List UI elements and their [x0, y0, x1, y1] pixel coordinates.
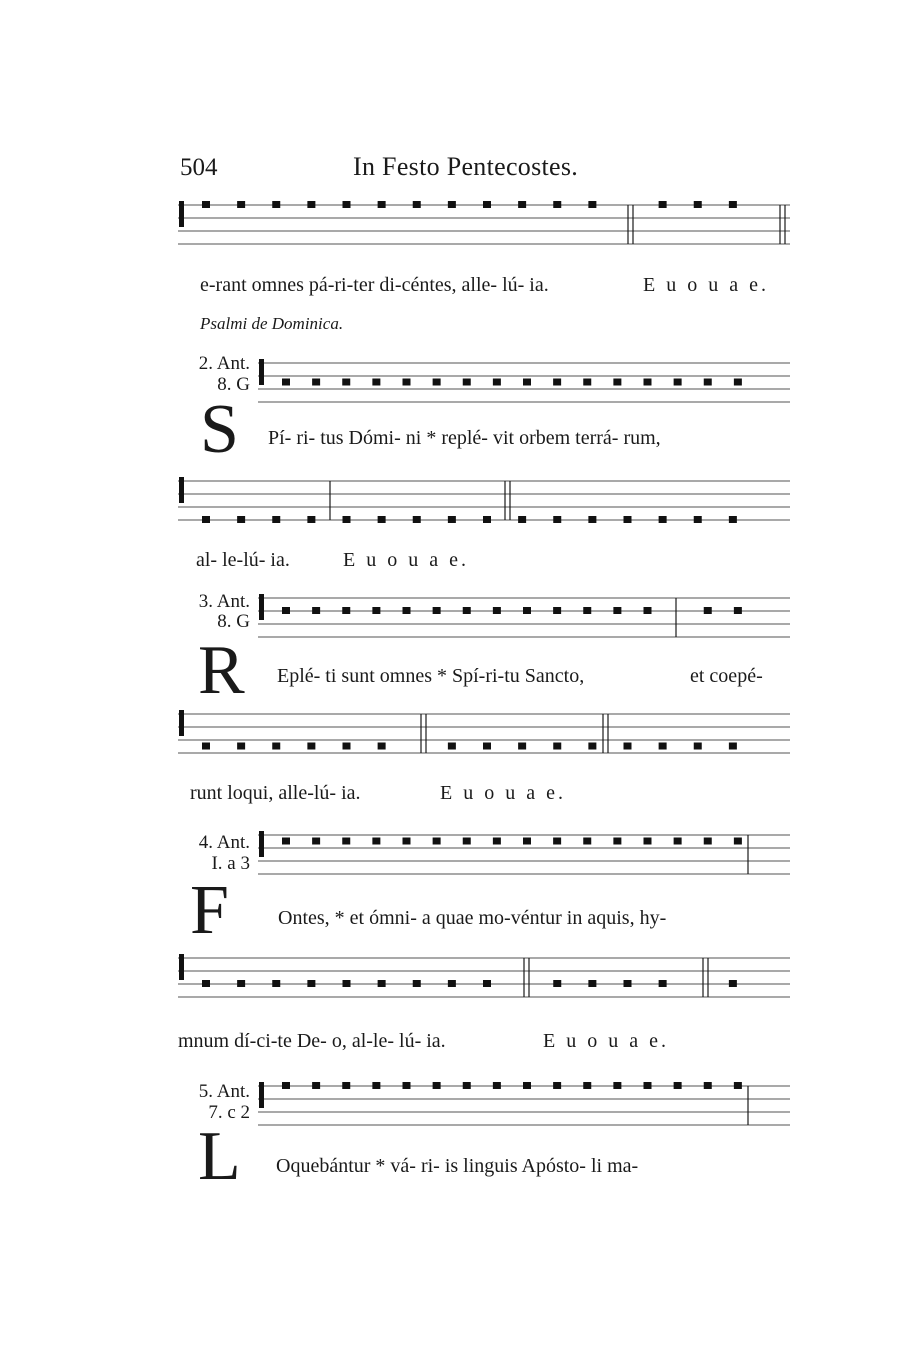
neume: [282, 379, 290, 386]
neume: [463, 379, 471, 386]
neume: [343, 516, 351, 523]
neume: [553, 743, 561, 750]
neume: [378, 201, 386, 208]
psalm-heading: Psalmi de Dominica.: [200, 314, 344, 333]
antiphon-label: 3. Ant.: [198, 591, 250, 612]
neume: [523, 379, 531, 386]
neume: [553, 980, 561, 987]
initial-letter: R: [198, 632, 245, 709]
lyric-line: Pí- ri- tus Dómi- ni * replé- vit orbem terrá- rum,: [268, 427, 661, 449]
neume: [553, 838, 561, 845]
neume: [588, 201, 596, 208]
neume: [342, 607, 350, 614]
lyric-line: al- le-lú- ia.: [196, 549, 290, 571]
clef: [179, 201, 184, 227]
euouae-line: E u o u a e.: [440, 782, 566, 804]
neume: [523, 607, 531, 614]
lyric-line: Oquebántur * vá- ri- is linguis Apósto- li ma-: [276, 1155, 639, 1177]
neume: [483, 980, 491, 987]
initial-letter: L: [198, 1118, 241, 1195]
neume: [463, 607, 471, 614]
lyric-line: runt loqui, alle-lú- ia.: [190, 782, 361, 804]
neume: [307, 516, 315, 523]
neume: [483, 201, 491, 208]
neume: [237, 201, 245, 208]
neume: [674, 379, 682, 386]
lyric-line: mnum dí-ci-te De- o, al-le- lú- ia.: [178, 1030, 446, 1052]
euouae-line: E u o u a e.: [343, 549, 469, 571]
neume: [343, 743, 351, 750]
neume: [312, 838, 320, 845]
neume: [613, 607, 621, 614]
neume: [272, 201, 280, 208]
neume: [734, 838, 742, 845]
neume: [523, 838, 531, 845]
neume: [378, 980, 386, 987]
neume: [307, 980, 315, 987]
neume: [307, 743, 315, 750]
neume: [403, 379, 411, 386]
neume: [553, 516, 561, 523]
clef: [259, 831, 264, 857]
clef: [179, 954, 184, 980]
neume: [372, 607, 380, 614]
neume: [624, 743, 632, 750]
clef: [179, 477, 184, 503]
neume: [493, 1082, 501, 1089]
neume: [583, 379, 591, 386]
neume: [448, 980, 456, 987]
neume: [202, 743, 210, 750]
neume: [372, 1082, 380, 1089]
euouae-line: E u o u a e.: [543, 1030, 669, 1052]
neume: [448, 743, 456, 750]
neume: [659, 743, 667, 750]
neume: [413, 980, 421, 987]
neume: [588, 980, 596, 987]
neume: [312, 379, 320, 386]
neume: [734, 607, 742, 614]
neume: [624, 516, 632, 523]
neume: [583, 838, 591, 845]
neume: [694, 516, 702, 523]
neume: [448, 201, 456, 208]
neume: [463, 838, 471, 845]
neume: [734, 379, 742, 386]
neume: [433, 379, 441, 386]
neume: [613, 379, 621, 386]
neume: [583, 1082, 591, 1089]
neume: [704, 607, 712, 614]
neume: [372, 838, 380, 845]
neume: [237, 516, 245, 523]
neume: [553, 379, 561, 386]
neume: [588, 516, 596, 523]
neume: [403, 607, 411, 614]
neume: [518, 516, 526, 523]
neume: [413, 516, 421, 523]
page-title: In Festo Pentecostes.: [353, 152, 579, 181]
neume: [704, 1082, 712, 1089]
antiphon-label: 4. Ant.: [198, 832, 250, 853]
neume: [674, 1082, 682, 1089]
neume: [272, 980, 280, 987]
neume: [583, 607, 591, 614]
neume: [613, 838, 621, 845]
neume: [483, 516, 491, 523]
neume: [704, 379, 712, 386]
euouae-line: E u o u a e.: [643, 274, 769, 296]
neume: [729, 980, 737, 987]
antiphon-label: 5. Ant.: [198, 1081, 250, 1102]
antiphon-label: 2. Ant.: [198, 353, 250, 374]
neume: [448, 516, 456, 523]
neume: [413, 201, 421, 208]
neume: [433, 838, 441, 845]
clef: [259, 359, 264, 385]
neume: [674, 838, 682, 845]
neume: [553, 201, 561, 208]
neume: [553, 607, 561, 614]
neume: [729, 743, 737, 750]
lyric-line: Eplé- ti sunt omnes * Spí-ri-tu Sancto,: [277, 665, 585, 687]
neume: [659, 516, 667, 523]
neume: [272, 743, 280, 750]
neume: [734, 1082, 742, 1089]
neume: [624, 980, 632, 987]
neume: [237, 980, 245, 987]
neume: [483, 743, 491, 750]
neume: [343, 980, 351, 987]
clef: [259, 594, 264, 620]
neume: [202, 201, 210, 208]
neume: [403, 1082, 411, 1089]
neume: [378, 516, 386, 523]
neume: [493, 379, 501, 386]
neume: [312, 607, 320, 614]
lyric-line: e-rant omnes pá-ri-ter di-céntes, alle- lú- ia.: [200, 274, 549, 296]
neume: [493, 838, 501, 845]
neume: [659, 201, 667, 208]
clef: [259, 1082, 264, 1108]
neume: [272, 516, 280, 523]
neume: [704, 838, 712, 845]
clef: [179, 710, 184, 736]
neume: [312, 1082, 320, 1089]
neume: [202, 980, 210, 987]
antiphon-mode: 8. G: [217, 611, 250, 632]
neume: [644, 607, 652, 614]
neume: [644, 838, 652, 845]
neume: [588, 743, 596, 750]
antiphon-mode: I. a 3: [211, 853, 250, 874]
initial-letter: F: [190, 872, 229, 949]
antiphon-mode: 8. G: [217, 374, 250, 395]
neume: [433, 607, 441, 614]
antiphon-mode: 7. c 2: [208, 1102, 250, 1123]
neume: [729, 201, 737, 208]
neume: [378, 743, 386, 750]
page-number: 504: [180, 154, 218, 181]
lyric-line: et coepé-: [690, 665, 763, 687]
neume: [202, 516, 210, 523]
neume: [343, 201, 351, 208]
neume: [523, 1082, 531, 1089]
neume: [282, 838, 290, 845]
neume: [644, 1082, 652, 1089]
neume: [403, 838, 411, 845]
neume: [342, 379, 350, 386]
neume: [518, 743, 526, 750]
initial-letter: S: [200, 391, 239, 468]
neume: [237, 743, 245, 750]
neume: [518, 201, 526, 208]
neume: [307, 201, 315, 208]
neume: [659, 980, 667, 987]
neume: [613, 1082, 621, 1089]
neume: [282, 1082, 290, 1089]
neume: [433, 1082, 441, 1089]
neume: [553, 1082, 561, 1089]
neume: [644, 379, 652, 386]
neume: [493, 607, 501, 614]
lyric-line: Ontes, * et ómni- a quae mo-véntur in aquis, hy-: [278, 907, 667, 929]
neume: [463, 1082, 471, 1089]
neume: [694, 743, 702, 750]
neume: [372, 379, 380, 386]
neume: [282, 607, 290, 614]
neume: [729, 516, 737, 523]
neume: [694, 201, 702, 208]
neume: [342, 838, 350, 845]
neume: [342, 1082, 350, 1089]
